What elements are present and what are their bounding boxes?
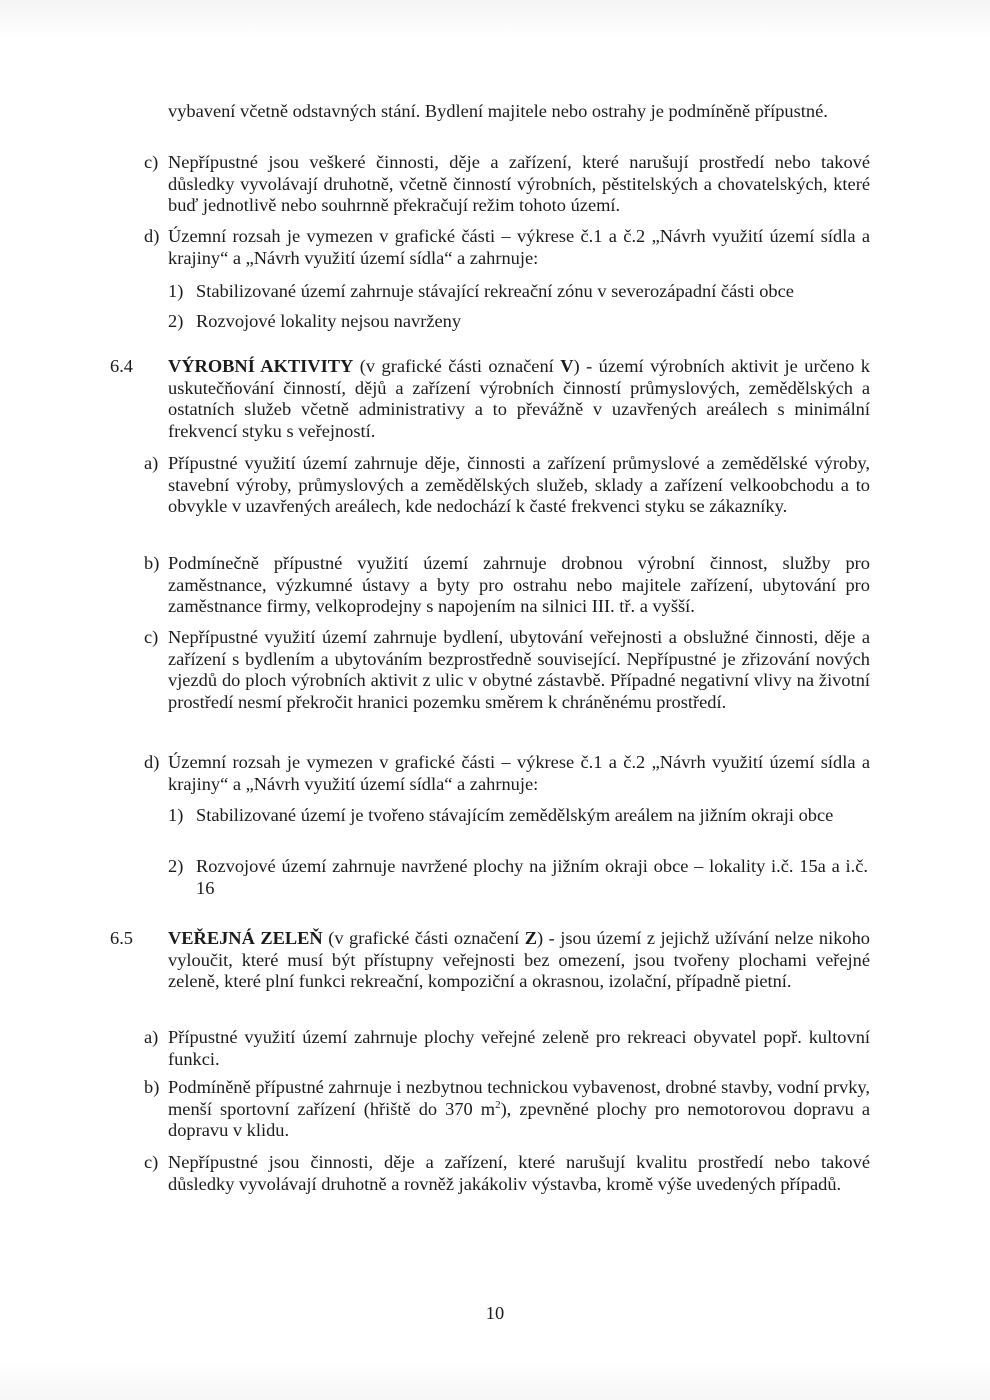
list-item-text: Podmíněně přípustné zahrnuje i nezbytnou technickou vybavenost, drobné stavby, vodní prvky, menší sportovní zařízení (hřiště do 370 m: [168, 1077, 870, 1119]
section-code: Z: [524, 928, 538, 948]
list-item-text: ), zpevněné plochy pro nemotorovou dopravu a dopravu v klidu.: [168, 1098, 870, 1140]
section-number: 6.5: [110, 928, 133, 948]
superscript: 2: [495, 1098, 501, 1111]
list-label: b): [144, 553, 160, 573]
section-text: ) - jsou území z jejichž užívání nelze nikoho vyloučit, které musí být přístupny veřejnosti bez omezení, jsou tvořeny plochami veřejné zeleně, které plní funkci rekreační, kompoziční a okrasnou, izolační, případně pietní.: [168, 928, 870, 991]
list-item: Územní rozsah je vymezen v grafické části – výkrese č.1 a č.2 „Návrh využití území sídla a krajiny“ a „Návrh využití území sídla“ a zahrnuje:: [168, 752, 870, 794]
list-item: Přípustné využití území zahrnuje děje, činnosti a zařízení průmyslové a zemědělské výroby, stavební výroby, průmyslových a zemědělských služeb, sklady a zařízení velkoobchodu a to obvykle v uzavřených areálech, kde nedochází k časté frekvenci styku se zákazníky.: [168, 453, 870, 516]
list-item: [168, 1077, 870, 1142]
list-label: b): [144, 1077, 160, 1097]
list-label: c): [144, 1152, 159, 1172]
paragraph-continuation: vybavení včetně odstavných stání. Bydlení majitele nebo ostrahy je podmíněně přípustné.: [168, 101, 828, 121]
section-code: V: [560, 356, 574, 376]
list-label: d): [144, 752, 160, 772]
sublist-label: 2): [168, 311, 184, 331]
list-item: Nepřípustné využití území zahrnuje bydlení, ubytování veřejnosti a obslužné činnosti, děje a zařízení s bydlením a ubytováním bezprostředně související. Nepřípustné je zřizování nových vjezdů do ploch výrobních aktivit z ulic v obytné zástavbě. Případné negativní vlivy na životní prostředí nesmí překročit hranici pozemku směrem k chráněnému prostředí.: [168, 627, 870, 712]
list-label: c): [144, 152, 159, 172]
section-paragraph: [168, 928, 870, 993]
sublist-item: Rozvojové lokality nejsou navrženy: [196, 311, 462, 331]
section-intro: (v grafické části označení: [322, 928, 525, 948]
section-text: ) - území výrobních aktivit je určeno k uskutečňování činností, dějů a zařízení výrobních činností průmyslových, zemědělských a ostatních služeb včetně administrativy a to převážně v uzavřených areálech s minimální frekvencí styku s veřejností.: [168, 356, 870, 441]
list-label: a): [144, 453, 159, 473]
sublist-label: 1): [168, 281, 184, 301]
list-item: Územní rozsah je vymezen v grafické části – výkrese č.1 a č.2 „Návrh využití území sídla a krajiny“ a „Návrh využití území sídla“ a zahrnuje:: [168, 226, 870, 268]
sublist-item: Stabilizované území je tvořeno stávajícím zemědělským areálem na jižním okraji obce: [196, 805, 834, 825]
sublist-item: Stabilizované území zahrnuje stávající rekreační zónu v severozápadní části obce: [196, 281, 794, 301]
list-label: d): [144, 226, 160, 246]
list-label: c): [144, 627, 159, 647]
list-item: Nepřípustné jsou veškeré činnosti, děje a zařízení, které narušují prostředí nebo takové důsledky vyvolávají druhotně, včetně činností výrobních, pěstitelských a chovatelských, které buď jednotlivě nebo souhrnně překračují režim tohoto území.: [168, 152, 870, 215]
list-item: Přípustné využití území zahrnuje plochy veřejné zeleně pro rekreaci obyvatel popř. kultovní funkci.: [168, 1027, 870, 1069]
sublist-label: 1): [168, 805, 184, 825]
sublist-item: Rozvojové území zahrnuje navržené plochy na jižním okraji obce – lokality i.č. 15a a i.č. 16: [196, 856, 868, 898]
section-title: VEŘEJNÁ ZELEŇ: [168, 928, 323, 948]
list-item: Podmínečně přípustné využití území zahrnuje drobnou výrobní činnost, služby pro zaměstnance, výzkumné ústavy a byty pro ostrahu nebo majitele zařízení, ubytování pro zaměstnance firmy, velkoprodejny s napojením na silnici III. tř. a vyšší.: [168, 553, 870, 616]
sublist-label: 2): [168, 856, 184, 876]
section-paragraph: [168, 356, 870, 442]
section-number: 6.4: [110, 356, 133, 376]
section-intro: (v grafické části označení: [353, 356, 561, 376]
list-label: a): [144, 1027, 159, 1047]
list-item: Nepřípustné jsou činnosti, děje a zařízení, které narušují kvalitu prostředí nebo takové důsledky vyvolávají druhotně a rovněž jakákoliv výstavba, kromě výše uvedených případů.: [168, 1152, 870, 1194]
section-title: VÝROBNÍ AKTIVITY: [168, 356, 354, 376]
page-number: 10: [485, 1303, 505, 1323]
